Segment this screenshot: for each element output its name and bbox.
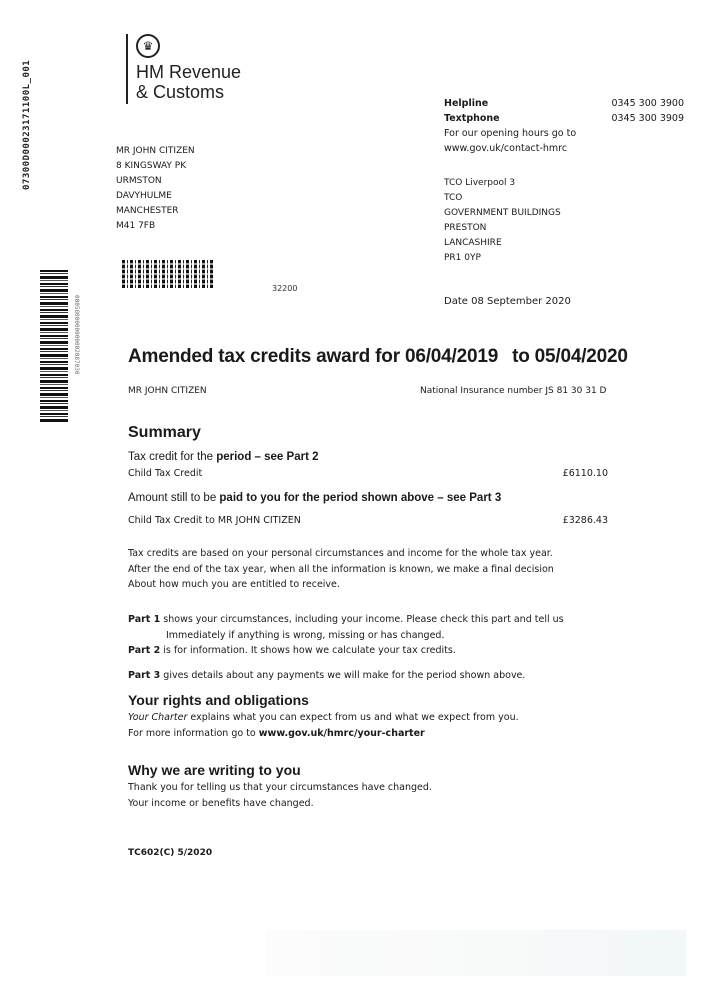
- part-label: Part 1: [128, 614, 161, 625]
- part-2-description: [128, 643, 668, 659]
- recipient-address: [116, 144, 195, 234]
- summary-item: Child Tax Credit: [128, 468, 203, 479]
- national-insurance-number: National Insurance number JS 81 30 31 D: [420, 386, 607, 396]
- summary-row: [128, 468, 608, 479]
- summary-amount: £6110.10: [562, 468, 608, 479]
- logo-line-2: & Customs: [136, 82, 225, 102]
- part-text: gives details about any payments we will make for the period shown above.: [160, 670, 526, 681]
- summary-amount: £3286.43: [562, 515, 608, 526]
- logo-line-1: HM Revenue: [136, 62, 242, 82]
- address-line: MANCHESTER: [116, 206, 179, 216]
- helpline-row: [444, 96, 684, 111]
- intro-paragraph: [128, 546, 668, 593]
- charter-text: explains what you can expect from us and what we expect from you.: [187, 712, 519, 723]
- reference-code: 32200: [272, 284, 298, 293]
- part-text: is for information. It shows how we calculate your tax credits.: [160, 645, 456, 656]
- part-label: Part 3: [128, 670, 161, 681]
- title-text: Amended tax credits award for 06/04/2019: [128, 346, 499, 367]
- charter-title: Your Charter: [128, 712, 188, 723]
- contact-block: [444, 96, 684, 156]
- why-body: [128, 780, 432, 812]
- 2d-barcode: [122, 260, 214, 288]
- form-code: TC602(C) 5/2020: [128, 848, 213, 858]
- why-line: Thank you for telling us that your circumstances have changed.: [128, 782, 432, 793]
- crown-crest-icon: [136, 34, 160, 58]
- address-line: M41 7FB: [116, 221, 156, 231]
- part-text: shows your circumstances, including your income. Please check this part and tell us: [160, 614, 564, 625]
- hmrc-logo: [126, 34, 241, 106]
- heading-bold: paid to you for the period shown above – see Part 3: [219, 492, 502, 504]
- sender-address: [444, 176, 561, 266]
- side-barcode: [40, 270, 68, 422]
- page-title: [128, 346, 628, 368]
- intro-line: After the end of the tax year, when all the information is known, we make a final decision: [128, 563, 554, 575]
- address-line: 8 KINGSWAY PK: [116, 161, 187, 171]
- part-label: Part 2: [128, 645, 161, 656]
- title-to-date: to 05/04/2020: [512, 346, 628, 367]
- summary-section-2-heading: [128, 492, 501, 504]
- rights-body: [128, 710, 519, 742]
- side-barcode-number: 0005800000000002087030: [73, 295, 80, 375]
- textphone-number: 0345 300 3909: [611, 113, 684, 124]
- customer-name: MR JOHN CITIZEN: [128, 386, 207, 396]
- opening-hours-text: For our opening hours go to: [444, 128, 577, 139]
- address-line: URMSTON: [116, 176, 162, 186]
- heading-normal: Tax credit for the: [128, 451, 217, 463]
- address-line: TCO Liverpool 3: [444, 178, 516, 188]
- address-line: PR1 0YP: [444, 253, 481, 263]
- address-line: DAVYHULME: [116, 191, 172, 201]
- rights-heading: Your rights and obligations: [128, 692, 309, 708]
- address-line: MR JOHN CITIZEN: [116, 146, 195, 156]
- part-text-continued: Immediately if anything is wrong, missing or has changed.: [166, 629, 445, 641]
- logo-rule: [126, 34, 128, 104]
- summary-item: Child Tax Credit to MR JOHN CITIZEN: [128, 515, 301, 526]
- crown-glyph: ♛: [142, 39, 154, 53]
- address-line: PRESTON: [444, 223, 487, 233]
- charter-link[interactable]: www.gov.uk/hmrc/your-charter: [258, 728, 425, 739]
- vertical-tracking-code: 07300D00023171100L_001: [22, 59, 32, 190]
- address-line: LANCASHIRE: [444, 238, 502, 248]
- contact-url: www.gov.uk/contact-hmrc: [444, 143, 568, 154]
- textphone-label: Textphone: [444, 113, 500, 124]
- summary-section-1-heading: [128, 451, 319, 463]
- intro-line: About how much you are entitled to receive.: [128, 579, 340, 590]
- why-line: Your income or benefits have changed.: [128, 798, 314, 809]
- intro-line: Tax credits are based on your personal circumstances and income for the whole tax year.: [128, 548, 553, 559]
- part-3-description: [128, 668, 668, 684]
- faded-footer-area: [266, 930, 686, 976]
- summary-heading: Summary: [128, 424, 201, 441]
- summary-row: [128, 515, 608, 526]
- letter-date: Date 08 September 2020: [444, 296, 571, 307]
- why-heading: Why we are writing to you: [128, 762, 301, 778]
- textphone-row: [444, 111, 684, 126]
- part-1-description: [128, 612, 668, 643]
- heading-bold: period – see Part 2: [216, 451, 319, 463]
- address-line: GOVERNMENT BUILDINGS: [444, 208, 561, 218]
- helpline-label: Helpline: [444, 98, 489, 109]
- address-line: TCO: [444, 193, 463, 203]
- heading-normal: Amount still to be: [128, 492, 220, 504]
- helpline-number: 0345 300 3900: [611, 98, 684, 109]
- more-info-text: For more information go to: [128, 728, 259, 739]
